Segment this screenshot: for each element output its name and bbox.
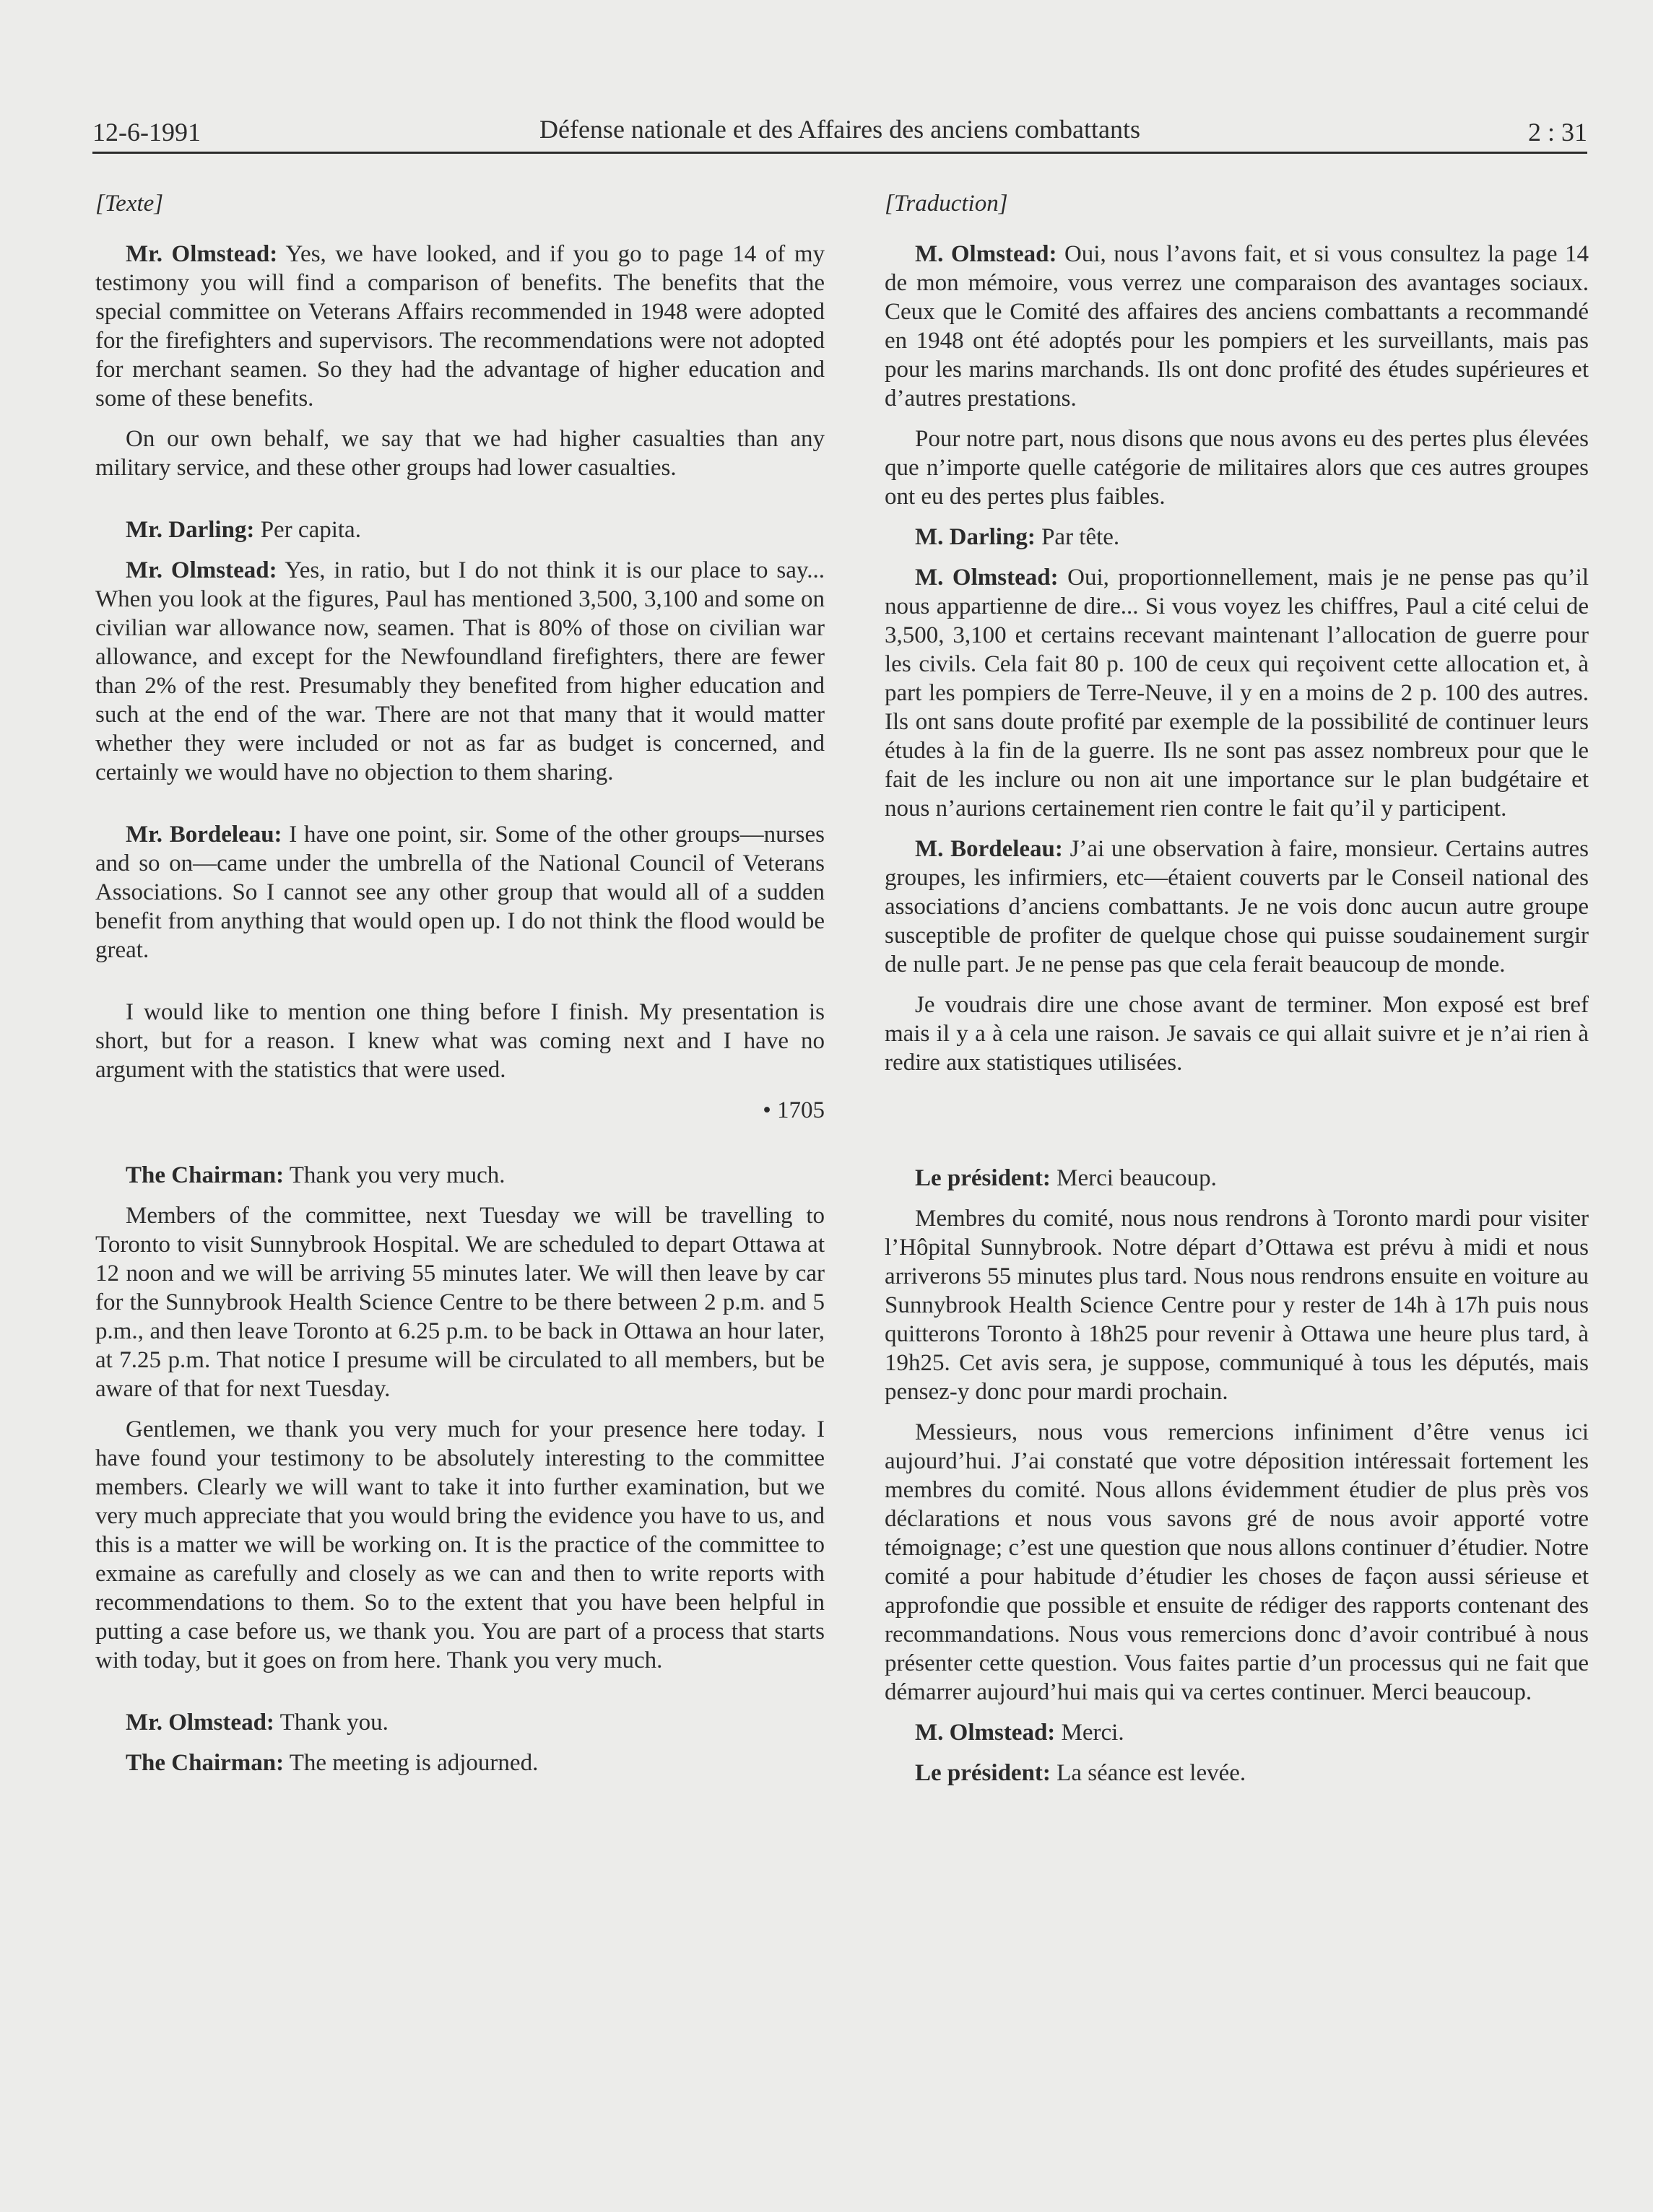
paragraph-text: Membres du comité, nous nous rendrons à Toronto mardi pour visiter l’Hôpital Sunnybrook. Notre départ d’Ottawa est prévu à midi et nous arriverons 55 minutes plus tard. Nous nous rendrons ensuite en voiture au Sunnybrook Health Science Centre pour y rester de 14h à 17h puis nous quitterons Toronto à 18h25 pour revenir à Ottawa une heure plus tard, à 19h25. Cet avis sera, je suppose, communiqué à tous les députés, mais pensez-y donc pour mardi prochain. bbox=[885, 1206, 1589, 1405]
paragraph-text: Gentlemen, we thank you very much for your presence here today. I have found your testimony to be absolutely interesting to the committee members. Clearly we will want to take it into further examination, but we very much appreciate that you would bring the evidence you have to us, and this is a matter we will be working on. It is the practice of the committee to exmaine as carefully and closely as we can and then to write reports with recommendations to them. So to the extent that you have been helpful in putting a case before us, we thank you. You are part of a process that starts with today, but it goes on from here. Thank you very much. bbox=[95, 1416, 825, 1673]
left-column bbox=[95, 189, 825, 1789]
paragraph bbox=[95, 556, 825, 787]
paragraph bbox=[95, 424, 825, 482]
paragraph bbox=[95, 240, 825, 413]
paragraph bbox=[885, 990, 1589, 1077]
paragraph-text: Pour notre part, nous disons que nous avons eu des pertes plus élevées que n’importe quelle catégorie de militaires alors que ces autres groupes ont eu des pertes plus faibles. bbox=[885, 426, 1589, 510]
paragraph bbox=[885, 1418, 1589, 1707]
paragraph bbox=[885, 1204, 1589, 1406]
paragraph-text: Je voudrais dire une chose avant de terminer. Mon exposé est bref mais il y a à cela une raison. Je savais ce qui allait suivre et je n’ai rien à redire aux statistiques utilisées. bbox=[885, 992, 1589, 1076]
paragraph-text: Messieurs, nous vous remercions infiniment d’être venus ici aujourd’hui. J’ai constaté que votre déposition intéressait fortement les membres du comité. Nous allons évidemment étudier de plus près vos déclarations et nous vous savons gré de nous avoir apporté votre témoignage; c’est une question que nous allons continuer d’étudier. Notre comité a pour habitude d’étudier les choses de façon aussi sérieuse et approfondie que possible et ensuite de rédiger des rapports contenant des recommandations. Nous vous remercions donc d’avoir contribué à nous présenter cette question. Vous faites partie d’un processus qui ne fait que démarrer aujourd’hui mais qui va certes continuer. Merci beaucoup. bbox=[885, 1419, 1589, 1705]
speaker-name: Mr. Bordeleau: bbox=[126, 822, 282, 848]
speaker-name: Le président: bbox=[915, 1760, 1051, 1786]
paragraph bbox=[95, 1749, 825, 1777]
paragraph-text: Oui, proportionnellement, mais je ne pense pas qu’il nous appartienne de dire... Si vous voyez les chiffres, Paul a cité celui de 3,500, 3,100 et certains recevant maintenant l’allocation de guerre pour les civils. Cela fait 80 p. 100 de ceux qui reçoivent cette allocation et, à part les pompiers de Terre-Neuve, il y en a moins de 2 p. 100 des autres. Ils ont sans doute profité par exemple de la possibilité de continuer leurs études à la fin de la guerre. Ils ne sont pas assez nombreux pour que le fait de les inclure ou non ait une importance sur le plan budgétaire et nous n’aurions certainement rien contre le fait qu’il y participent. bbox=[885, 565, 1589, 822]
paragraph bbox=[95, 1201, 825, 1403]
paragraph bbox=[95, 515, 825, 544]
header-date: 12-6-1991 bbox=[92, 118, 201, 147]
paragraph-text: Yes, we have looked, and if you go to page 14 of my testimony you will find a comparison of benefits. The benefits that the special committee on Veterans Affairs recommended in 1948 were adopted for the firefighters and supervisors. The recommendations were not adopted for merchant seamen. So they had the advantage of higher education and some of these benefits. bbox=[95, 241, 825, 412]
paragraph-text: J’ai une observation à faire, monsieur. Certains autres groupes, les infirmiers, etc—étaient couverts par le Conseil national des associations d’anciens combattants. Je ne vois donc aucun autre groupe susceptible de profiter de quelque chose qui puisse soudainement surgir de nulle part. Je ne pense pas que cela ferait beaucoup de monde. bbox=[885, 836, 1589, 977]
column-marker: [Texte] bbox=[95, 191, 164, 217]
speaker-name: Mr. Olmstead: bbox=[126, 241, 278, 267]
paragraph-text: Oui, nous l’avons fait, et si vous consultez la page 14 de mon mémoire, vous verrez une comparaison des avantages sociaux. Ceux que le Comité des affaires des anciens combattants a recommandé en 1948 ont été adoptés pour les pompiers et les surveillants, mais pas pour les marins marchands. Ils ont donc profité des études supérieures et d’autres prestations. bbox=[885, 241, 1589, 412]
paragraph-text: Thank you. bbox=[274, 1710, 389, 1736]
paragraph-text: I have one point, sir. Some of the other groups—nurses and so on—came under the umbrella of the National Council of Veterans Associations. So I cannot see any other group that would all of a sudden benefit from anything that would open up. I do not think the flood would be great. bbox=[95, 822, 825, 963]
paragraph bbox=[885, 563, 1589, 823]
speaker-name: Mr. Olmstead: bbox=[126, 1710, 274, 1736]
paragraph bbox=[885, 240, 1589, 413]
paragraph bbox=[95, 998, 825, 1084]
paragraph-text: The meeting is adjourned. bbox=[284, 1750, 539, 1776]
paragraph bbox=[885, 424, 1589, 511]
paragraph bbox=[885, 523, 1589, 552]
speaker-name: The Chairman: bbox=[126, 1162, 285, 1188]
header-page-number: 2 : 31 bbox=[1527, 118, 1587, 147]
paragraph bbox=[95, 820, 825, 965]
paragraph-text: Per capita. bbox=[254, 517, 361, 543]
paragraph-text: Yes, in ratio, but I do not think it is our place to say... When you look at the figures, Paul has mentioned 3,500, 3,100 and some on civilian war allowance now, seamen. That is 80% of those on civilian war allowance, and except for the Newfoundland firefighters, there are fewer than 2% of the rest. Presumably they benefited from higher education and such at the end of the war. There are not that many that it would matter whether they were included or not as far as budget is concerned, and certainly we would have no objection to them sharing. bbox=[95, 557, 825, 785]
speaker-name: M. Olmstead: bbox=[915, 565, 1059, 591]
speaker-name: M. Olmstead: bbox=[915, 1720, 1056, 1746]
paragraph-text: La séance est levée. bbox=[1050, 1760, 1246, 1786]
paragraph-text: Members of the committee, next Tuesday we will be travelling to Toronto to visit Sunnybrook Hospital. We are scheduled to depart Ottawa at 12 noon and we will be arriving 55 minutes later. We will then leave by car for the Sunnybrook Health Science Centre to be there between 2 p.m. and 5 p.m., and then leave Toronto at 6.25 p.m. to be back in Ottawa an hour later, at 7.25 p.m. That notice I presume will be circulated to all members, but be aware of that for next Tuesday. bbox=[95, 1203, 825, 1402]
paragraph-text: Par tête. bbox=[1035, 524, 1120, 550]
paragraph bbox=[95, 1708, 825, 1737]
speaker-name: Mr. Darling: bbox=[126, 517, 255, 543]
time-marker bbox=[95, 1096, 825, 1125]
speaker-name: M. Darling: bbox=[915, 524, 1036, 550]
speaker-name: Le président: bbox=[915, 1165, 1051, 1191]
speaker-name: The Chairman: bbox=[126, 1750, 285, 1776]
paragraph bbox=[95, 1415, 825, 1675]
paragraph-text: I would like to mention one thing before I finish. My presentation is short, but for a reason. I knew what was coming next and I have no argument with the statistics that were used. bbox=[95, 999, 825, 1083]
right-column bbox=[885, 189, 1589, 1799]
speaker-name: M. Bordeleau: bbox=[915, 836, 1063, 862]
column-marker: [Traduction] bbox=[885, 191, 1008, 217]
paragraph bbox=[95, 1161, 825, 1190]
paragraph bbox=[885, 1718, 1589, 1747]
speaker-name: M. Olmstead: bbox=[915, 241, 1057, 267]
time-marker-text: • 1705 bbox=[763, 1097, 825, 1123]
paragraph-text: Thank you very much. bbox=[284, 1162, 506, 1188]
paragraph-text: Merci beaucoup. bbox=[1050, 1165, 1217, 1191]
paragraph bbox=[885, 835, 1589, 979]
header-title: Défense nationale et des Affaires des anciens combattants bbox=[539, 115, 1141, 144]
paragraph-text: Merci. bbox=[1055, 1720, 1124, 1746]
paragraph-text: On our own behalf, we say that we had higher casualties than any military service, and these other groups had lower casualties. bbox=[95, 426, 825, 481]
page-header bbox=[92, 101, 1587, 154]
speaker-name: Mr. Olmstead: bbox=[126, 557, 277, 583]
paragraph bbox=[885, 1759, 1589, 1788]
paragraph bbox=[885, 1164, 1589, 1193]
